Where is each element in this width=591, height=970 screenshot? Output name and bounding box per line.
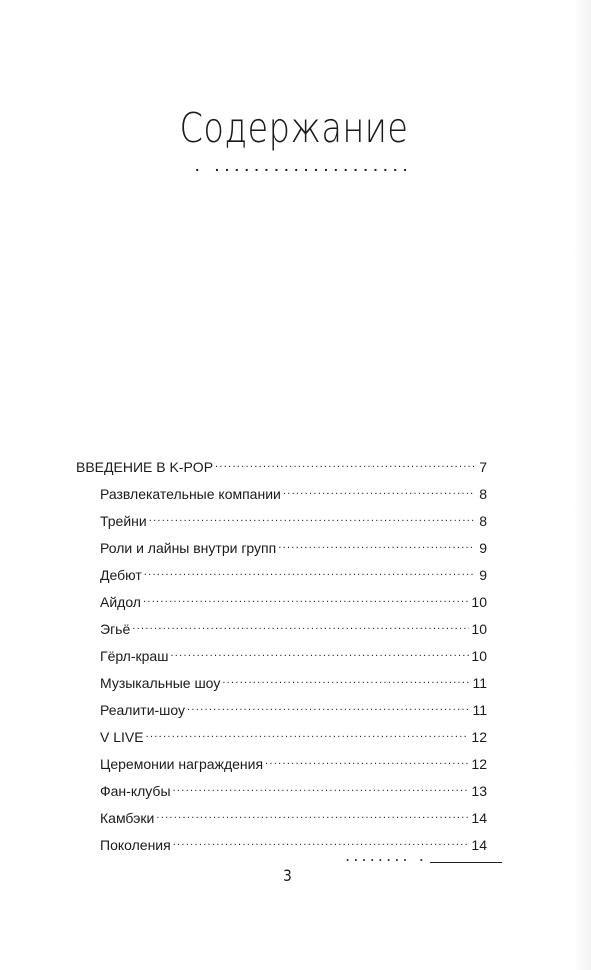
toc-dot-leader (283, 483, 475, 499)
toc-entry-page: 10 (471, 594, 487, 610)
toc-entry[interactable] (100, 672, 487, 692)
toc-dot-leader (187, 699, 470, 715)
toc-entry[interactable] (100, 753, 487, 773)
toc-entry-title: Трейни (100, 513, 147, 529)
toc-entry[interactable] (100, 645, 487, 665)
page-number: 3 (283, 866, 292, 885)
toc-entry[interactable] (100, 699, 487, 719)
toc-entry-page: 11 (472, 675, 487, 691)
toc-dot-leader (173, 834, 470, 850)
toc-entry[interactable] (100, 618, 487, 638)
toc-entry[interactable] (100, 726, 487, 746)
toc-entry[interactable] (100, 807, 487, 827)
toc-entry-page: 12 (471, 756, 487, 772)
toc-dot-leader (143, 591, 469, 607)
toc-entry[interactable] (100, 564, 487, 584)
toc-entry-page: 9 (479, 540, 487, 556)
toc-entry-title: V LIVE (100, 729, 144, 745)
toc-dot-leader (215, 456, 475, 472)
toc-entry-title: Поколения (100, 837, 171, 853)
title-dotted-divider: . .................... (193, 160, 411, 176)
toc-entry-page: 7 (479, 459, 487, 475)
toc-dot-leader (265, 753, 469, 769)
toc-dot-leader (144, 564, 475, 580)
footer-rule (430, 862, 502, 863)
toc-entry-title: Айдол (100, 594, 141, 610)
toc-entry[interactable] (100, 483, 487, 503)
toc-entry-title: Церемонии награждения (100, 756, 264, 772)
toc-entry-page: 13 (471, 783, 487, 799)
toc-entry[interactable] (100, 537, 487, 557)
toc-entry-page: 8 (479, 513, 487, 529)
page-edge-shadow (573, 0, 591, 970)
toc-entry[interactable] (100, 591, 487, 611)
toc-entry-page: 14 (471, 837, 487, 853)
toc-entry-title: Реалити-шоу (100, 702, 186, 718)
toc-entry-title: Развлекательные компании (100, 486, 281, 502)
toc-entry-page: 12 (471, 729, 487, 745)
toc-entry[interactable] (76, 456, 487, 476)
toc-entry-page: 14 (471, 810, 487, 826)
toc-entry-page: 10 (471, 648, 487, 664)
page-title: Содержание (179, 104, 409, 152)
toc-entry-page: 8 (479, 486, 487, 502)
toc-entry[interactable] (100, 834, 487, 854)
toc-entry-title: Камбэки (100, 810, 155, 826)
toc-dot-leader (149, 510, 475, 526)
toc-entry-title: Эгьё (100, 621, 131, 637)
toc-dot-leader (132, 618, 469, 634)
toc-entry[interactable] (100, 780, 487, 800)
toc-dot-leader (170, 645, 469, 661)
toc-entry-page: 9 (479, 567, 487, 583)
footer-dotted-divider: ........ . (344, 851, 427, 865)
toc-entry-title: Гёрл-краш (100, 648, 169, 664)
toc-entry-page: 10 (471, 621, 487, 637)
toc-dot-leader (156, 807, 469, 823)
toc-dot-leader (173, 780, 470, 796)
toc-dot-leader (278, 537, 475, 553)
toc-entry[interactable] (100, 510, 487, 530)
toc-entry-title: Фан-клубы (100, 783, 171, 799)
toc-entry-title: Дебют (100, 567, 142, 583)
toc-entry-title: ВВЕДЕНИЕ В K-POP (76, 459, 214, 475)
toc-dot-leader (222, 672, 470, 688)
toc-entry-page: 11 (472, 702, 487, 718)
toc-entry-title: Музыкальные шоу (100, 675, 221, 691)
toc-dot-leader (146, 726, 470, 742)
toc-entry-title: Роли и лайны внутри групп (100, 540, 277, 556)
